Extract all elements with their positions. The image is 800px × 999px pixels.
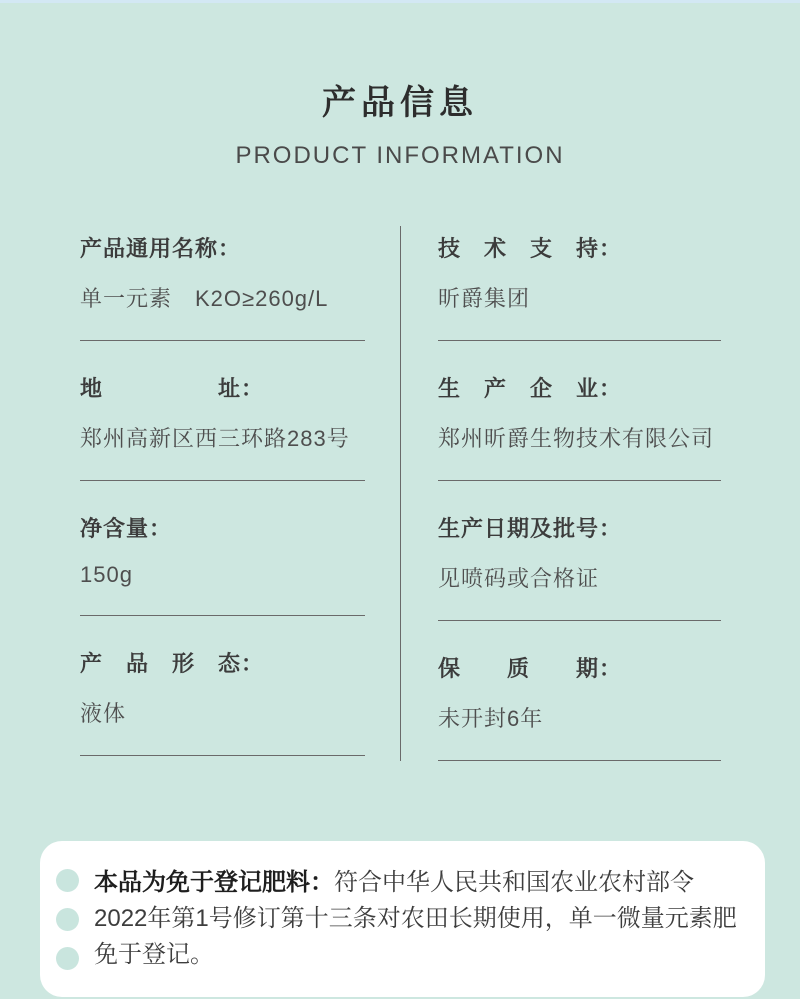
spec-label: 净含量： xyxy=(80,516,173,541)
spec-label: 保 质 期： xyxy=(438,656,623,681)
spec-label: 产品通用名称： xyxy=(80,236,242,261)
spec-column-right xyxy=(401,226,721,761)
spec-value: 郑州高新区西三环路283号 xyxy=(80,426,350,451)
spec-value: 郑州昕爵生物技术有限公司 xyxy=(438,426,715,451)
spec-value: 昕爵集团 xyxy=(438,286,531,311)
spec-value: 液体 xyxy=(80,701,127,726)
page-header xyxy=(0,3,800,170)
notice-highlight: 本品为免于登记肥料： xyxy=(94,869,334,896)
spec-label: 技 术 支 持： xyxy=(438,236,623,261)
decor-dots xyxy=(56,869,79,970)
spec-value: 见喷码或合格证 xyxy=(438,566,600,591)
spec-label: 生产日期及批号： xyxy=(438,516,623,541)
notice-card xyxy=(40,841,765,997)
spec-row-manufacturer xyxy=(438,341,721,481)
spec-row-address xyxy=(80,341,365,481)
spec-table xyxy=(80,226,721,761)
spec-row-generic-name xyxy=(80,226,365,341)
notice-text xyxy=(94,865,743,973)
spec-label: 产 品 形 态： xyxy=(80,651,265,676)
spec-row-net-content xyxy=(80,481,365,616)
decor-dot-icon xyxy=(56,869,79,892)
spec-value: 单一元素 K2O≥260g/L xyxy=(80,286,329,311)
spec-label: 地 址： xyxy=(80,376,265,401)
decor-dot-icon xyxy=(56,947,79,970)
spec-row-product-form xyxy=(80,616,365,756)
page-subtitle: PRODUCT INFORMATION xyxy=(235,142,565,169)
decor-dot-icon xyxy=(56,908,79,931)
spec-column-left xyxy=(80,226,400,761)
notice-body: 符合中华人民共和国农业农村部令2022年第1号修订第十三条对农田长期使用，单一微量元素肥免于登记。 xyxy=(94,869,737,968)
spec-row-shelf-life xyxy=(438,621,721,761)
spec-label: 生 产 企 业： xyxy=(438,376,623,401)
spec-row-production-date xyxy=(438,481,721,621)
spec-value: 未开封6年 xyxy=(438,706,544,731)
spec-value: 150g xyxy=(80,562,133,587)
spec-row-tech-support xyxy=(438,226,721,341)
page-title: 产品信息 xyxy=(322,84,478,122)
